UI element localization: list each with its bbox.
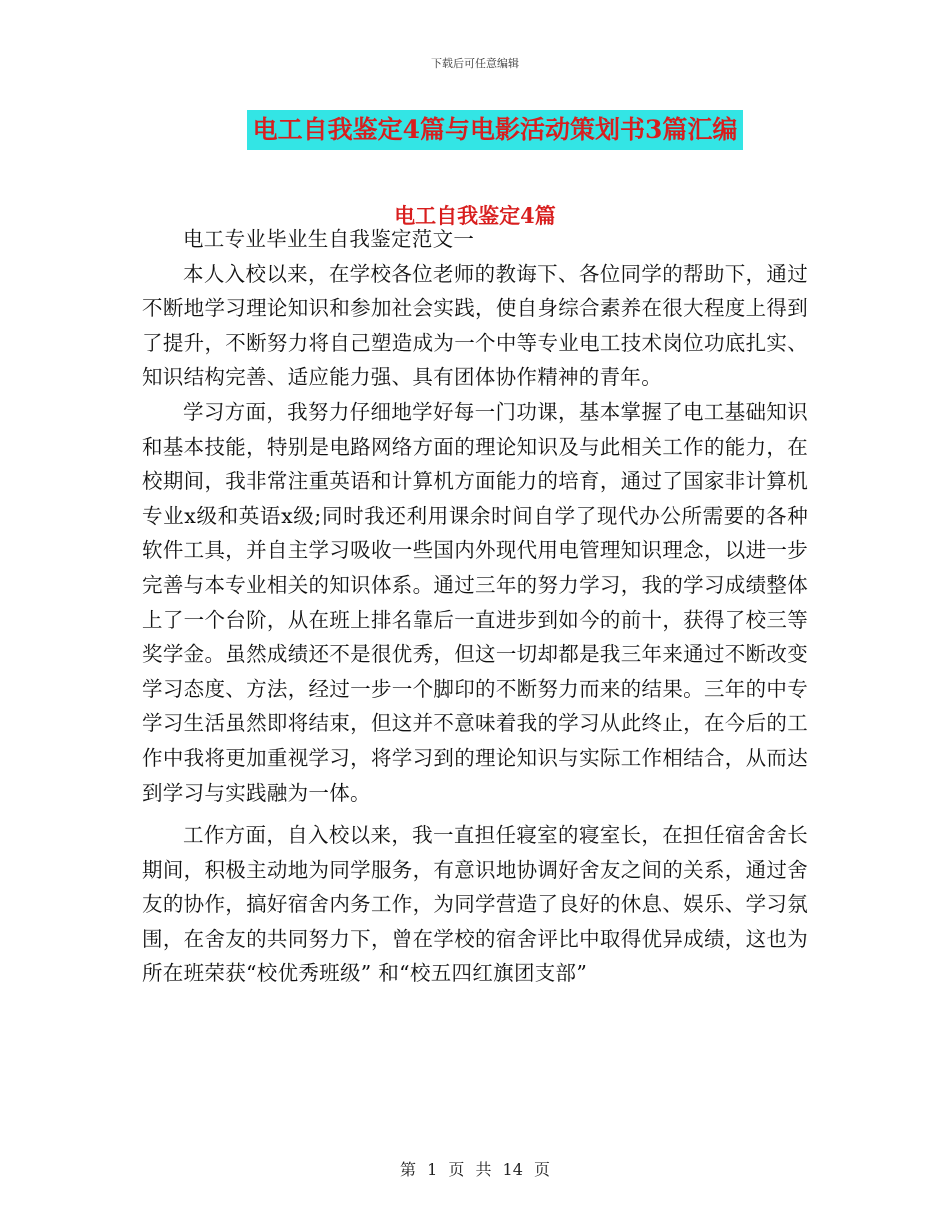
document-title-container: [0, 110, 950, 150]
page-footer: 第 1 页 共 14 页: [400, 1160, 550, 1179]
document-title: 电工自我鉴定4篇与电影活动策划书3篇汇编: [247, 110, 744, 150]
paragraph-1: 本人入校以来，在学校各位老师的教诲下、各位同学的帮助下，通过不断地学习理论知识和参加社会实践，使自身综合素养在很大程度上得到了提升，不断努力将自己塑造成为一个中等专业电工技术岗位功底扎实、知识结构完善、适应能力强、具有团体协作精神的青年。: [142, 261, 808, 390]
header-note: 下载后可任意编辑: [431, 57, 519, 70]
document-body: [142, 222, 808, 991]
paragraph-3: 工作方面，自入校以来，我一直担任寝室的寝室长，在担任宿舍舍长期间，积极主动地为同学服务，有意识地协调好舍友之间的关系，通过舍友的协作，搞好宿舍内务工作，为同学营造了良好的休息、娱乐、学习氛围，在舍友的共同努力下，曾在学校的宿舍评比中取得优异成绩，这也为所在班荣获“校优秀班级” 和“校五四红旗团支部”: [142, 823, 808, 986]
section-title: 电工自我鉴定4篇: [394, 203, 556, 228]
subheading: 电工专业毕业生自我鉴定范文一: [183, 227, 475, 251]
paragraph-2: 学习方面，我努力仔细地学好每一门功课，基本掌握了电工基础知识和基本技能，特别是电路网络方面的理论知识及与此相关工作的能力，在校期间，我非常注重英语和计算机方面能力的培育，通过了国家非计算机专业x级和英语x级;同时我还利用课余时间自学了现代办公所需要的各种软件工具，并自主学习吸收一些国内外现代用电管理知识理念，以进一步完善与本专业相关的知识体系。通过三年的努力学习，我的学习成绩整体上了一个台阶，从在班上排名靠后一直进步到如今的前十，获得了校三等奖学金。虽然成绩还不是很优秀，但这一切却都是我三年来通过不断改变学习态度、方法，经过一步一个脚印的不断努力而来的结果。三年的中专学习生活虽然即将结束，但这并不意味着我的学习从此终止，在今后的工作中我将更加重视学习，将学习到的理论知识与实际工作相结合，从而达到学习与实践融为一体。: [142, 399, 808, 805]
